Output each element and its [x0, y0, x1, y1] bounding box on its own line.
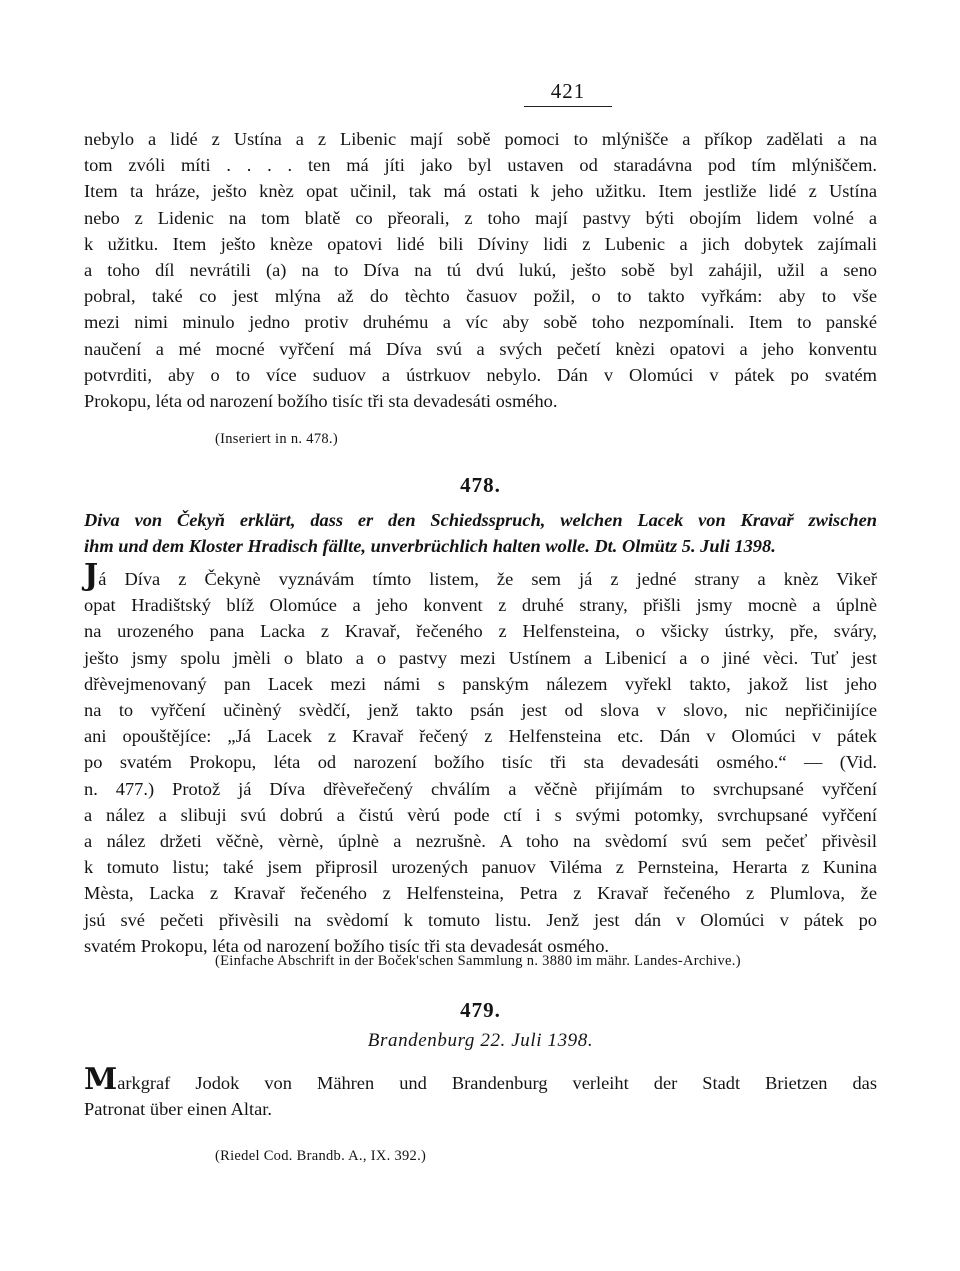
- page-number: 421: [524, 78, 612, 107]
- first-line-text: á Díva z Čekynè vyznávám tímto listem, že sem já z jedné strany a knèz Vikeř: [98, 569, 877, 589]
- text-line: dřèvejmenovaný pan Lacek mezi námi s panským nálezem vyřekl takto, jakož list jeho: [84, 673, 877, 694]
- first-line-text: arkgraf Jodok von Mähren und Brandenburg verleiht der Stadt Brietzen das: [117, 1073, 877, 1093]
- text-line: mezi nimi minulo jedno protiv druhému a víc aby sobě toho nezpomínali. Item to panské: [84, 312, 877, 333]
- document-heading: [84, 507, 877, 559]
- drop-capital: J: [84, 558, 99, 593]
- text-line: potvrditi, aby o to více suduov a ústrkuov nebylo. Dán v Olomúci v pátek po svatém: [84, 364, 877, 385]
- text-line: pobral, také co jest mlýna až do tèchto časuov požil, o to takto vyřkám: aby to vše: [84, 286, 877, 307]
- text-line: a toho díl nevrátili (a) na to Díva na tú dvú lukú, ješto sobě byl zahájil, užil a seno: [84, 260, 877, 281]
- place-date: Brandenburg 22. Juli 1398.: [367, 1030, 594, 1051]
- text-line: po svatém Prokopu, léta od narození božího tisíc tři sta devadesáti osmého.“ — (Vid.: [84, 752, 877, 773]
- text-line: a nález držeti věčnè, vèrnè, úplnè a nezrušnè. A toho na svèdomí svú sem pečeť přivèsil: [84, 831, 877, 852]
- text-line: tom zvóli míti . . . . ten má jíti jako byl ustaven od staradávna pod tím mlýniščem.: [84, 155, 877, 176]
- continuation-text: [84, 126, 877, 414]
- text-line: Mèsta, Lacka z Kravař řečeného z Helfensteina, Petra z Kravař řečeného z Plumlova, že: [84, 883, 877, 904]
- document-number: 478.: [460, 473, 501, 497]
- document-number: 479.: [460, 998, 501, 1022]
- heading-line: ihm und dem Kloster Hradisch fällte, unverbrüchlich halten wolle. Dt. Olmütz 5. Juli 1398.: [84, 536, 776, 556]
- source-note: (Einfache Abschrift in der Boček'schen Sammlung n. 3880 im mähr. Landes-Archive.): [215, 953, 741, 969]
- text-line: n. 477.) Protož já Díva dřèveřečený chválím a věčnè přijímám to svrchupsané vyřčení: [84, 778, 877, 799]
- document-body: [84, 1062, 877, 1122]
- text-line: a nález a slibuji svú dobrú a čistú vèrú pode ctí i s svými potomky, svrchupsané vyřčení: [84, 804, 877, 825]
- text-line: Prokopu, léta od narození božího tisíc tři sta devadesáti osmého.: [84, 391, 558, 412]
- text-line: nebylo a lidé z Ustína a z Libenic mají sobě pomoci to mlýnišče a příkop zadělati a na: [84, 129, 877, 149]
- text-line: opat Hradištský blíž Olomúce a jeho konvent z druhé strany, přišli jsmy mocnè a úplnè: [84, 595, 877, 616]
- text-line: ani opouštějíce: „Já Lacek z Kravař řečený z Helfensteina etc. Dán v Olomúci v pátek: [84, 726, 877, 747]
- text-line: [84, 1062, 877, 1097]
- text-line: Item ta hráze, ješto knèz opat učinil, tak má ostati k jeho užitku. Item jestliže lidé z Ustína: [84, 181, 877, 202]
- text-line: na urozeného pana Lacka z Kravař, řečeného z Helfensteina, o všicky ústrky, pře, sváry,: [84, 621, 877, 642]
- text-line: naučení a mé mocné vyřčení má Díva svú a svých pečetí knèzi opatovi a jeho konventu: [84, 338, 877, 359]
- source-note: (Inseriert in n. 478.): [215, 431, 338, 447]
- text-line: [84, 558, 877, 593]
- text-line: k tomuto listu; také jsem připrosil urozených panuov Viléma z Pernsteina, Herarta z Kunina: [84, 857, 877, 878]
- text-line: jsú své pečeti přivèsili na svèdomí k tomuto listu. Jenž jest dán v Olomúci v pátek po: [84, 909, 877, 930]
- text-line: na to vyřčení učinèný svèdčí, jenž takto psán jest od slova v slovo, nic nepřičinijíce: [84, 700, 877, 721]
- text-line: ješto jsmy spolu jmèli o blato a o pastvy mezi Ustínem a Libenicí a o jiné vèci. Tuť jest: [84, 647, 877, 668]
- source-note: (Riedel Cod. Brandb. A., IX. 392.): [215, 1148, 427, 1164]
- text-line: nebo z Lidenic na tom blatě co přeorali, z toho mají pastvy býti obojím lidem volné a: [84, 207, 877, 228]
- heading-line: Diva von Čekyň erklärt, dass er den Schiedsspruch, welchen Lacek von Kravař zwischen: [84, 510, 877, 530]
- document-body: [84, 558, 877, 959]
- text-line: svatém Prokopu, léta od narození božího tisíc tři sta devadesát osmého.: [84, 935, 610, 956]
- text-line: Patronat über einen Altar.: [84, 1099, 272, 1120]
- drop-capital: M: [84, 1062, 118, 1097]
- text-line: k užitku. Item ješto knèze opatovi lidé bili Díviny lidi z Lubenic a jich dobytek zajímali: [84, 233, 877, 254]
